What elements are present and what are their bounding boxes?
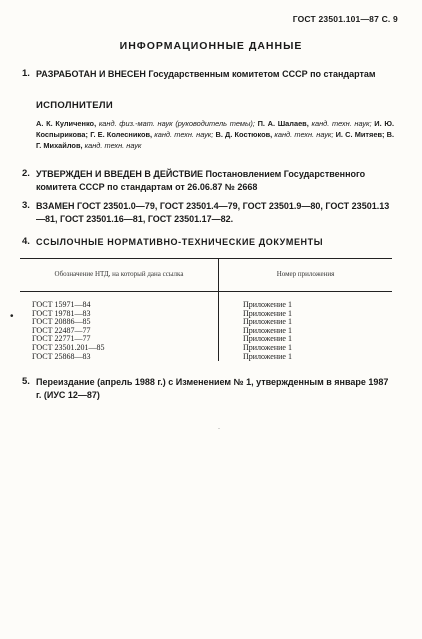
section-3 <box>22 200 394 225</box>
table-cell-appendix: Приложение 1 <box>243 325 292 335</box>
performers-list <box>36 118 394 151</box>
section-2 <box>22 168 394 193</box>
table-cell-appendix: Приложение 1 <box>243 317 292 327</box>
table-header-row <box>20 259 392 292</box>
section-text: ССЫЛОЧНЫЕ НОРМАТИВНО-ТЕХНИЧЕСКИЕ ДОКУМЕНТЫ <box>36 237 324 247</box>
table-cell-appendix: Приложение 1 <box>243 334 292 344</box>
section-text: УТВЕРЖДЕН И ВВЕДЕН В ДЕЙСТВИЕ Постановлением Государственного комитета СССР по стандартам от 26.06.87 № 2668 <box>36 169 366 192</box>
scan-speck-mark: • <box>10 311 14 322</box>
table-cell-appendix: Приложение 1 <box>243 351 292 361</box>
section-number: 3. <box>22 200 30 211</box>
table-cell-appendix: Приложение 1 <box>243 308 292 318</box>
column-header-document: Обозначение НТД, на который дана ссылка <box>20 259 219 292</box>
performer-name: И. С. Митяев; <box>335 130 385 139</box>
column-header-appendix: Номер приложения <box>219 259 393 292</box>
table-cell-document: ГОСТ 15971—84 <box>20 292 219 310</box>
performer-name: А. К. Куличенко, <box>36 119 97 128</box>
table-cell-document: ГОСТ 20886—85 <box>20 318 219 327</box>
section-1 <box>22 68 394 81</box>
performer-role: канд. техн. наук; <box>274 130 334 139</box>
table-row <box>20 292 392 310</box>
performer-name: В. Г. Михайлов, <box>36 130 395 150</box>
section-number: 1. <box>22 68 30 79</box>
table-cell-document: ГОСТ 19781—83 <box>20 310 219 319</box>
performer-role: канд. техн. наук; <box>311 119 372 128</box>
table-cell-appendix: Приложение 1 <box>243 342 292 352</box>
performers-heading: ИСПОЛНИТЕЛИ <box>36 100 113 111</box>
section-number: 4. <box>22 236 30 247</box>
section-number: 5. <box>22 376 30 387</box>
section-text: Переиздание (апрель 1988 г.) с Изменением № 1, утвержденным в январе 1987 г. (ИУС 12—87) <box>36 377 389 400</box>
performer-name: П. А. Шалаев, <box>257 119 309 128</box>
section-text: ВЗАМЕН ГОСТ 23501.0—79, ГОСТ 23501.4—79, ГОСТ 23501.9—80, ГОСТ 23501.13—81, ГОСТ 23501.16—81, ГОСТ 23501.17—82. <box>36 201 390 224</box>
performer-role: канд. техн. наук; <box>154 130 214 139</box>
references-table <box>20 258 392 361</box>
section-5 <box>22 376 394 401</box>
table-cell-document: ГОСТ 22771—77 <box>20 335 219 344</box>
running-head: ГОСТ 23501.101—87 С. 9 <box>292 14 398 24</box>
section-4 <box>22 236 394 249</box>
performer-name: Г. Е. Колесников, <box>90 130 153 139</box>
scan-speck-mark: · <box>218 426 220 432</box>
section-number: 2. <box>22 168 30 179</box>
performer-name: И. Ю. Коспырикова; <box>36 119 395 139</box>
performer-name: В. Д. Костюков, <box>215 130 273 139</box>
table-cell-document: ГОСТ 23501.201—85 <box>20 344 219 353</box>
table-cell-document: ГОСТ 25868—83 <box>20 353 219 362</box>
section-text: РАЗРАБОТАН И ВНЕСЕН Государственным комитетом СССР по стандартам <box>36 69 376 79</box>
performer-role: канд. физ.-мат. наук (руководитель темы); <box>98 119 255 128</box>
table-cell-document: ГОСТ 22487—77 <box>20 327 219 336</box>
table-cell-appendix: Приложение 1 <box>243 300 292 309</box>
performer-role: канд. техн. наук <box>84 141 142 150</box>
table-row <box>20 353 392 362</box>
page-title: ИНФОРМАЦИОННЫЕ ДАННЫЕ <box>119 40 303 52</box>
